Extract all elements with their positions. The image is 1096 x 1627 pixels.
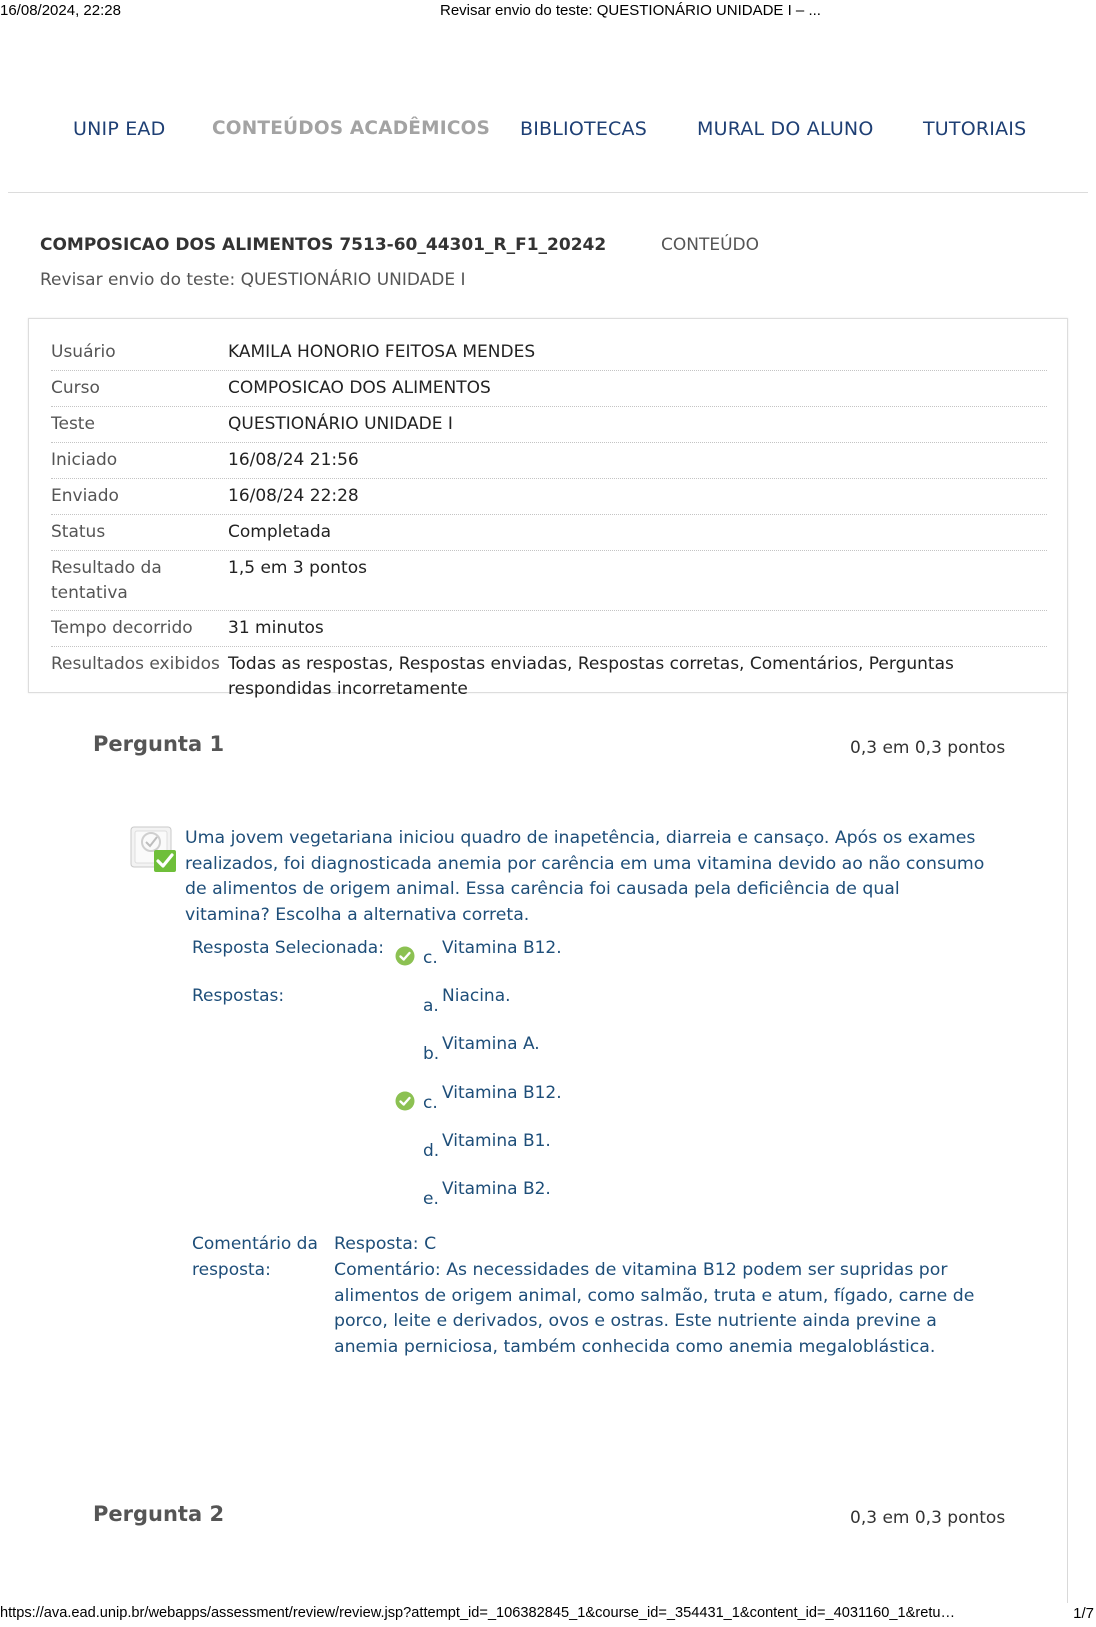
- summary-value: 1,5 em 3 pontos: [228, 558, 367, 578]
- summary-value: 31 minutos: [228, 618, 324, 638]
- summary-row-resultado: [51, 551, 1047, 611]
- selected-answer-label: Resposta Selecionada:: [192, 938, 384, 958]
- feedback-text: [334, 1232, 984, 1361]
- summary-label: Tempo decorrido: [51, 618, 193, 638]
- option-b-text: Vitamina A.: [442, 1034, 540, 1054]
- selected-answer-letter: c.: [423, 948, 438, 968]
- option-e-letter: e.: [423, 1189, 439, 1209]
- nav-mural-do-aluno[interactable]: MURAL DO ALUNO: [697, 118, 874, 140]
- summary-row-iniciado: [51, 443, 1047, 479]
- correct-check-icon: [395, 946, 415, 966]
- question-1-text: Uma jovem vegetariana iniciou quadro de inapetência, diarreia e cansaço. Após os exames realizados, foi diagnosticada anemia por carência em uma vitamina devido ao não consumo de alimentos de origem animal. Essa carência foi causada pela deficiência de qual vitamina? Escolha a alternativa correta.: [185, 828, 985, 925]
- option-a-text: Niacina.: [442, 986, 511, 1006]
- summary-value: Todas as respostas, Respostas enviadas, Respostas corretas, Comentários, Perguntas respondidas incorretamente: [228, 654, 954, 699]
- breadcrumb-course[interactable]: COMPOSICAO DOS ALIMENTOS 7513-60_44301_R_F1_20242: [40, 235, 607, 255]
- summary-label: Resultados exibidos: [51, 654, 220, 674]
- page-title: Revisar envio do teste: QUESTIONÁRIO UNIDADE I: [40, 270, 466, 290]
- summary-value: Completada: [228, 522, 332, 542]
- answers-label: Respostas:: [192, 986, 285, 1006]
- option-d-text: Vitamina B1.: [442, 1131, 551, 1151]
- question-2-points: 0,3 em 0,3 pontos: [850, 1508, 1006, 1528]
- nav-unip-ead[interactable]: UNIP EAD: [73, 118, 166, 140]
- feedback-label: Comentário da resposta:: [192, 1234, 318, 1280]
- selected-answer-text: Vitamina B12.: [442, 938, 562, 958]
- summary-label: Enviado: [51, 486, 119, 506]
- option-d-letter: d.: [423, 1141, 440, 1161]
- nav-bibliotecas[interactable]: BIBLIOTECAS: [520, 118, 647, 140]
- summary-label: Iniciado: [51, 450, 118, 470]
- print-page-number: 1/7: [1073, 1605, 1094, 1622]
- option-a-letter: a.: [423, 996, 439, 1016]
- summary-row-curso: [51, 371, 1047, 407]
- nav-conteudos-academicos[interactable]: CONTEÚDOS ACADÊMICOS: [212, 118, 491, 139]
- summary-label: Curso: [51, 378, 100, 398]
- summary-label: Usuário: [51, 342, 116, 362]
- question-2-title: Pergunta 2: [93, 1502, 225, 1526]
- summary-row-enviado: [51, 479, 1047, 515]
- nav-tutoriais[interactable]: TUTORIAIS: [923, 118, 1027, 140]
- summary-label: Status: [51, 522, 106, 542]
- print-page-title: Revisar envio do teste: QUESTIONÁRIO UNIDADE I – ...: [440, 2, 821, 19]
- summary-value: 16/08/24 22:28: [228, 486, 359, 506]
- nav-divider: [8, 192, 1088, 193]
- print-footer: [0, 1605, 1096, 1627]
- attempt-summary: [28, 318, 1068, 699]
- correct-answer-status-icon: [130, 826, 180, 874]
- summary-value: QUESTIONÁRIO UNIDADE I: [228, 414, 453, 434]
- summary-value: KAMILA HONORIO FEITOSA MENDES: [228, 342, 536, 362]
- print-datetime: 16/08/2024, 22:28: [0, 2, 121, 19]
- option-e-text: Vitamina B2.: [442, 1179, 551, 1199]
- summary-row-teste: [51, 407, 1047, 443]
- summary-value: COMPOSICAO DOS ALIMENTOS: [228, 378, 491, 398]
- summary-label: Teste: [51, 414, 95, 434]
- summary-row-status: [51, 515, 1047, 551]
- top-navigation: [0, 118, 1096, 148]
- summary-row-tempo: [51, 611, 1047, 647]
- question-1-title: Pergunta 1: [93, 732, 225, 756]
- summary-label: Resultado da tentativa: [51, 558, 162, 603]
- print-url: https://ava.ead.unip.br/webapps/assessment/review/review.jsp?attempt_id=_106382845_1&course_id=_354431_1&content_id=_4031160_1&retu…: [0, 1605, 956, 1621]
- feedback-answer: Resposta: C: [334, 1234, 437, 1254]
- feedback-comment: Comentário: As necessidades de vitamina B12 podem ser supridas por alimentos de origem animal, como salmão, truta e atum, fígado, carne de porco, leite e derivados, ovos e ostras. Este nutriente ainda previne a anemia perniciosa, também conhecida como anemia megaloblástica.: [334, 1259, 975, 1358]
- question-1-points: 0,3 em 0,3 pontos: [850, 738, 1006, 758]
- option-c-text: Vitamina B12.: [442, 1083, 562, 1103]
- option-b-letter: b.: [423, 1044, 440, 1064]
- correct-check-icon: [395, 1091, 415, 1111]
- summary-row-usuario: [51, 335, 1047, 371]
- breadcrumb-content[interactable]: CONTEÚDO: [661, 235, 760, 255]
- summary-value: 16/08/24 21:56: [228, 450, 359, 470]
- option-c-letter: c.: [423, 1093, 438, 1113]
- summary-table: [51, 335, 1047, 707]
- print-header: [0, 2, 1096, 24]
